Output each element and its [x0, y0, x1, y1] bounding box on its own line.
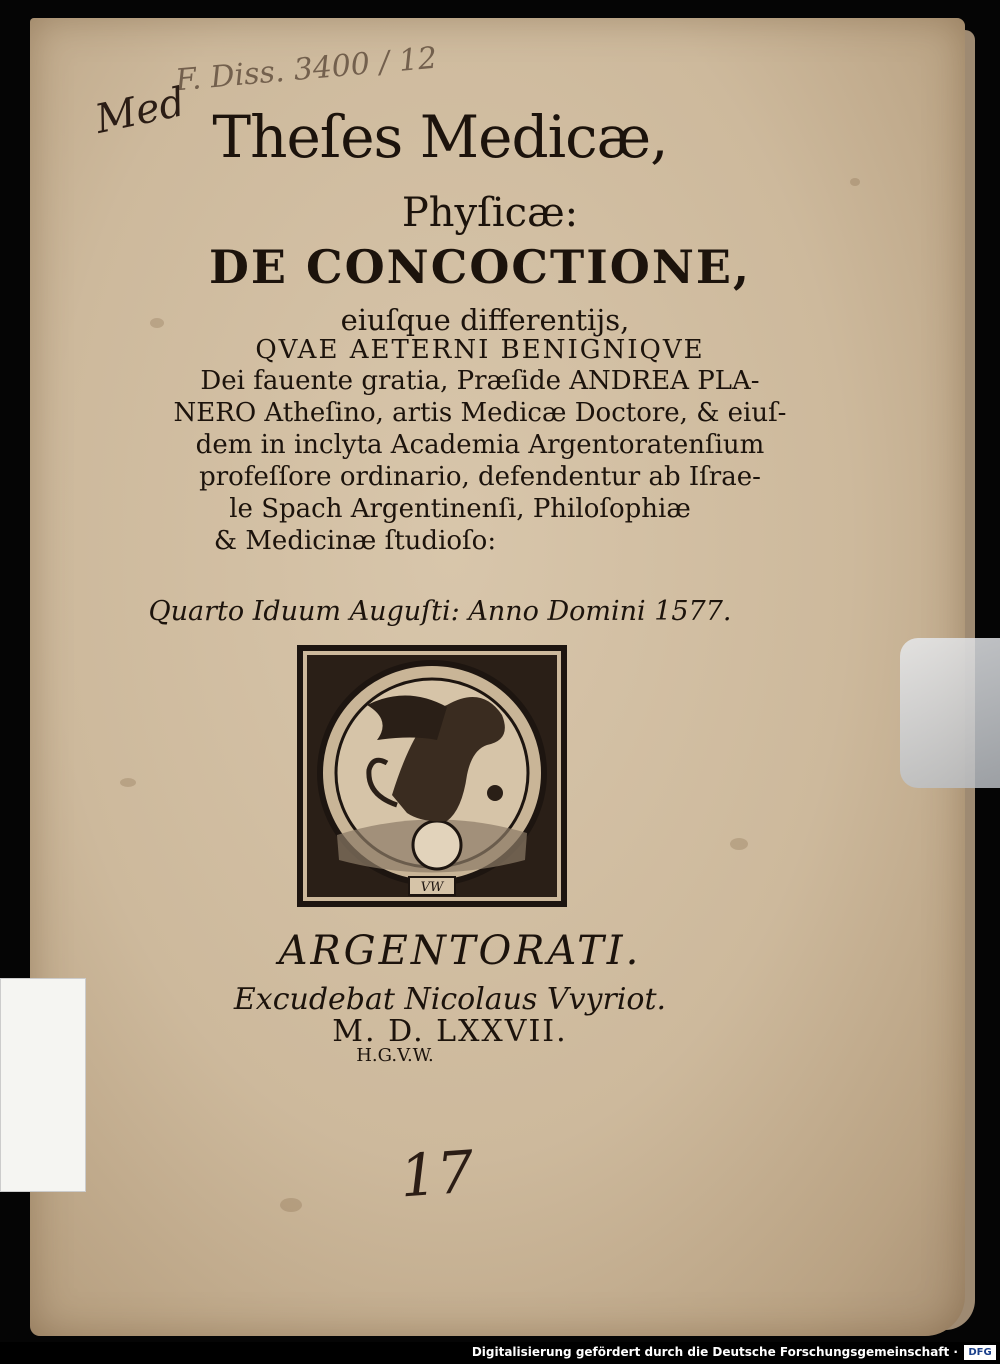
- main-heading: DE CONCOCTIONE,: [209, 240, 751, 294]
- woodcut-monogram: [409, 877, 455, 895]
- monogram-text: VW: [420, 880, 444, 895]
- date-line: Quarto Iduum Auguſti: Anno Domini 1577.: [148, 596, 732, 627]
- body-line: & Medicinæ ſtudioſo:: [213, 526, 497, 556]
- body-line: NERO Atheſino, artis Medicæ Doctore, & eiuſ-: [173, 398, 787, 428]
- printer-device-woodcut: [297, 645, 567, 907]
- footer-credit: Digitalisierung gefördert durch die Deutsche Forschungsgemeinschaft ·: [471, 1345, 958, 1359]
- plastic-clip: [900, 638, 1000, 788]
- footer-bar: [0, 1342, 1000, 1364]
- imprint-initials: H.G.V.W.: [356, 1045, 434, 1066]
- page-subtitle: Phyſicæ:: [401, 190, 579, 236]
- imprint-printer: Excudebat Nicolaus Vvyriot.: [233, 982, 667, 1017]
- imprint-year: M. D. LXXVII.: [332, 1014, 568, 1049]
- body-line: dem in inclyta Academia Argentoratenſium: [195, 430, 765, 460]
- handwritten-note: Med: [91, 79, 190, 143]
- body-line: le Spach Argentinenſi, Philoſophiæ: [229, 494, 691, 524]
- imprint-city: ARGENTORATI.: [278, 928, 642, 974]
- dfg-logo: DFG: [964, 1345, 996, 1360]
- handwritten-number: 17: [397, 1137, 477, 1211]
- handwritten-shelfmark: F. Diss. 3400 / 12: [173, 40, 439, 99]
- sub-heading: eiuſque differentijs,: [340, 303, 630, 337]
- body-line: Dei fauente gratia, Præſide ANDREA PLA-: [200, 366, 760, 396]
- page-title: Theſes Medicæ,: [212, 103, 668, 171]
- body-line: profeſſore ordinario, defendentur ab Iſrae-: [199, 462, 761, 492]
- body-line: QVAE AETERNI BENIGNIQVE: [255, 335, 705, 365]
